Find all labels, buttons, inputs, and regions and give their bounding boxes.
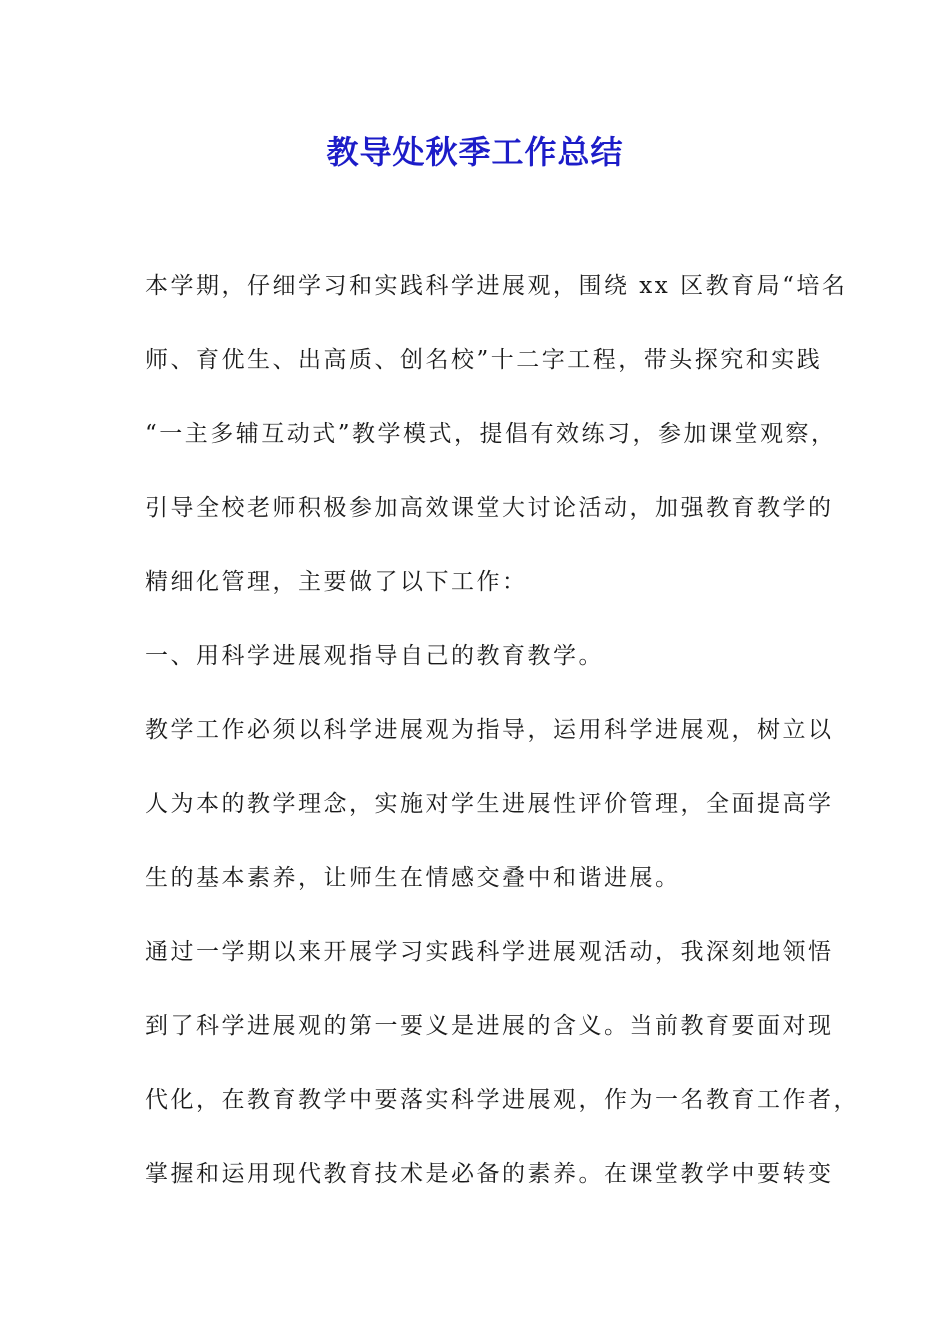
- document-title: 教导处秋季工作总结: [326, 133, 624, 171]
- body-line: 引导全校老师积极参加高效课堂大讨论活动，加强教育教学的: [145, 495, 834, 521]
- body-line: 掌握和运用现代教育技术是必备的素养。在课堂教学中要转变: [145, 1161, 834, 1187]
- body-line: 生的基本素养，让师生在情感交叠中和谐进展。: [145, 865, 681, 891]
- body-line: 代化，在教育教学中要落实科学进展观，作为一名教育工作者，: [145, 1087, 859, 1113]
- body-line: 人为本的教学理念，实施对学生进展性评价管理，全面提高学: [145, 791, 834, 817]
- body-line: 到了科学进展观的第一要义是进展的含义。当前教育要面对现: [145, 1013, 834, 1039]
- body-line: 通过一学期以来开展学习实践科学进展观活动，我深刻地领悟: [145, 939, 834, 965]
- body-line: 师、育优生、出高质、创名校”十二字工程，带头探究和实践: [145, 347, 823, 373]
- document-body: [145, 262, 859, 1224]
- body-line: 本学期，仔细学习和实践科学进展观，围绕 xx 区教育局“培名: [145, 273, 848, 299]
- body-line: 教学工作必须以科学进展观为指导，运用科学进展观，树立以: [145, 717, 834, 743]
- section-heading: 一、用科学进展观指导自己的教育教学。: [145, 643, 604, 669]
- body-line: 精细化管理，主要做了以下工作：: [145, 569, 528, 595]
- body-line: “一主多辅互动式”教学模式，提倡有效练习，参加课堂观察，: [145, 421, 837, 447]
